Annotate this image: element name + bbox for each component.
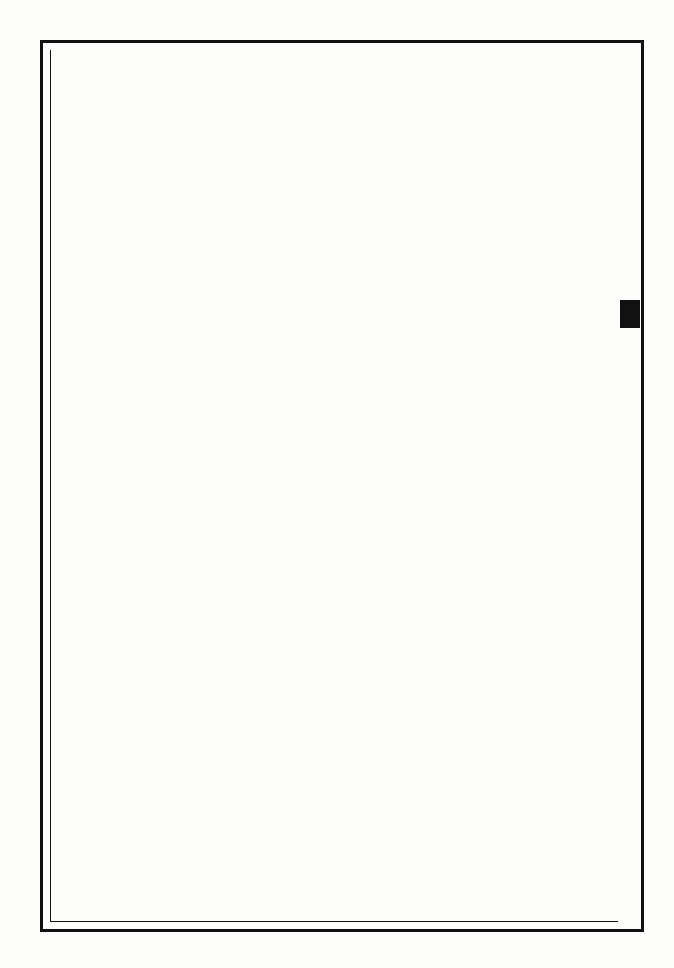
- page-border-inner: [50, 50, 618, 922]
- fish-tail-ornament: [620, 300, 640, 328]
